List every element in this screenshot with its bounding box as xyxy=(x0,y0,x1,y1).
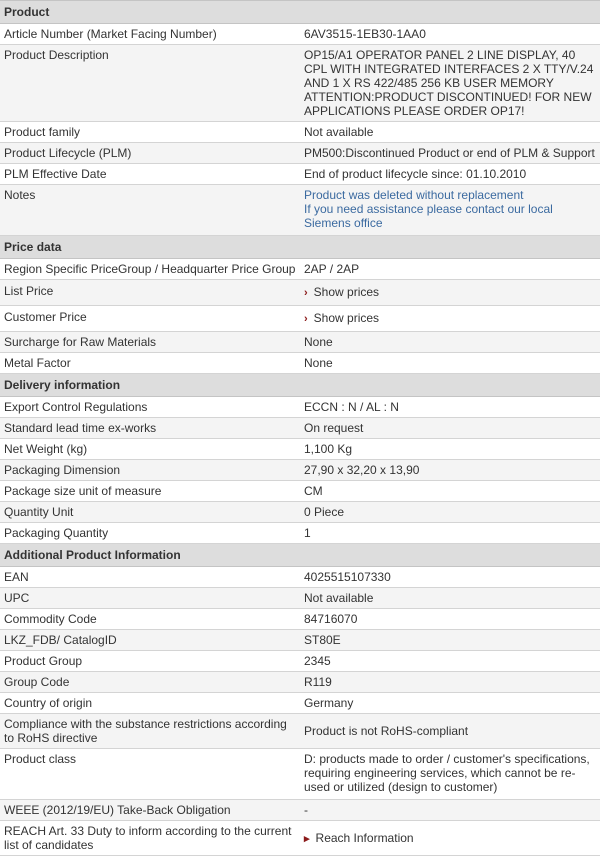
row-value: 2AP / 2AP xyxy=(300,259,600,280)
table-row xyxy=(0,24,600,45)
table-row xyxy=(0,800,600,821)
show-prices-label: Show prices xyxy=(313,311,380,325)
row-label: UPC xyxy=(0,588,300,609)
row-value: R119 xyxy=(300,672,600,693)
show-prices-label: Show prices xyxy=(313,285,380,299)
row-value: 27,90 x 32,20 x 13,90 xyxy=(300,460,600,481)
row-label: Packaging Quantity xyxy=(0,523,300,544)
table-row xyxy=(0,280,600,306)
row-value: OP15/A1 OPERATOR PANEL 2 LINE DISPLAY, 40 CPL WITH INTEGRATED INTERFACES 2 X TTY/V.24 AND 1 X RS 422/485 256 KB USER MEMORY ATTENTION:PRODUCT DISCONTINUED! FOR NEW APPLICATIONS PLEASE ORDER OP17! xyxy=(300,45,600,122)
row-value: On request xyxy=(300,418,600,439)
table-row xyxy=(0,481,600,502)
row-label: Packaging Dimension xyxy=(0,460,300,481)
row-label: List Price xyxy=(0,280,300,306)
table-row-notes xyxy=(0,185,600,236)
row-label: WEEE (2012/19/EU) Take-Back Obligation xyxy=(0,800,300,821)
row-label: Commodity Code xyxy=(0,609,300,630)
table-row xyxy=(0,259,600,280)
table-row xyxy=(0,609,600,630)
row-value: ST80E xyxy=(300,630,600,651)
row-label: Compliance with the substance restrictions according to RoHS directive xyxy=(0,714,300,749)
row-label: Net Weight (kg) xyxy=(0,439,300,460)
section-header-product: Product xyxy=(0,1,600,24)
row-label: Standard lead time ex-works xyxy=(0,418,300,439)
row-value: Product is not RoHS-compliant xyxy=(300,714,600,749)
row-value: 84716070 xyxy=(300,609,600,630)
notes-deleted-link[interactable]: Product was deleted without replacement xyxy=(304,188,524,202)
row-label: EAN xyxy=(0,567,300,588)
show-customer-price-link[interactable] xyxy=(304,311,379,325)
table-row xyxy=(0,567,600,588)
row-value: 4025515107330 xyxy=(300,567,600,588)
row-value: D: products made to order / customer's specifications, requiring engineering services, which cannot be re-used or utilized (design to customer) xyxy=(300,749,600,800)
table-row xyxy=(0,164,600,185)
table-row xyxy=(0,306,600,332)
reach-information-label: Reach Information xyxy=(315,830,414,845)
row-value: ECCN : N / AL : N xyxy=(300,397,600,418)
section-header-additional: Additional Product Information xyxy=(0,544,600,567)
section-product xyxy=(0,1,600,24)
row-label: Notes xyxy=(0,185,300,236)
customer-price-cell xyxy=(300,306,600,332)
table-row xyxy=(0,502,600,523)
table-row xyxy=(0,353,600,374)
row-value: 6AV3515-1EB30-1AA0 xyxy=(300,24,600,45)
table-row xyxy=(0,821,600,856)
row-label: Customer Price xyxy=(0,306,300,332)
row-label: LKZ_FDB/ CatalogID xyxy=(0,630,300,651)
row-value: 2345 xyxy=(300,651,600,672)
row-value: CM xyxy=(300,481,600,502)
row-label: Group Code xyxy=(0,672,300,693)
table-row xyxy=(0,749,600,800)
row-label: Product class xyxy=(0,749,300,800)
row-value: Not available xyxy=(300,122,600,143)
row-value: None xyxy=(300,353,600,374)
notes-contact-link[interactable]: If you need assistance please contact our local Siemens office xyxy=(304,202,553,230)
row-label: Metal Factor xyxy=(0,353,300,374)
row-value: 0 Piece xyxy=(300,502,600,523)
row-label: Product Lifecycle (PLM) xyxy=(0,143,300,164)
table-row xyxy=(0,397,600,418)
chevron-right-icon: › xyxy=(304,313,308,325)
row-label: PLM Effective Date xyxy=(0,164,300,185)
table-row xyxy=(0,143,600,164)
row-value-notes xyxy=(300,185,600,236)
row-label: Export Control Regulations xyxy=(0,397,300,418)
list-price-cell xyxy=(300,280,600,306)
table-row xyxy=(0,714,600,749)
row-value: End of product lifecycle since: 01.10.2010 xyxy=(300,164,600,185)
row-label: Country of origin xyxy=(0,693,300,714)
row-label: Package size unit of measure xyxy=(0,481,300,502)
table-row xyxy=(0,418,600,439)
show-list-price-link[interactable] xyxy=(304,285,379,299)
section-price xyxy=(0,236,600,259)
section-header-price: Price data xyxy=(0,236,600,259)
row-value: 1 xyxy=(300,523,600,544)
section-header-delivery: Delivery information xyxy=(0,374,600,397)
table-row xyxy=(0,45,600,122)
table-row xyxy=(0,588,600,609)
row-label: REACH Art. 33 Duty to inform according to the current list of candidates xyxy=(0,821,300,856)
table-row xyxy=(0,332,600,353)
row-value: - xyxy=(300,800,600,821)
row-label: Quantity Unit xyxy=(0,502,300,523)
row-label: Product family xyxy=(0,122,300,143)
chevron-right-icon: ▸ xyxy=(304,832,310,845)
chevron-right-icon: › xyxy=(304,287,308,299)
table-row xyxy=(0,630,600,651)
section-delivery xyxy=(0,374,600,397)
row-value: PM500:Discontinued Product or end of PLM & Support xyxy=(300,143,600,164)
row-value: Germany xyxy=(300,693,600,714)
row-value: Not available xyxy=(300,588,600,609)
row-label: Product Description xyxy=(0,45,300,122)
table-row xyxy=(0,693,600,714)
table-row xyxy=(0,460,600,481)
section-additional xyxy=(0,544,600,567)
table-row xyxy=(0,122,600,143)
row-label: Product Group xyxy=(0,651,300,672)
table-row xyxy=(0,651,600,672)
row-value: None xyxy=(300,332,600,353)
table-row xyxy=(0,523,600,544)
row-label: Region Specific PriceGroup / Headquarter Price Group xyxy=(0,259,300,280)
row-value: 1,100 Kg xyxy=(300,439,600,460)
row-label: Article Number (Market Facing Number) xyxy=(0,24,300,45)
row-label: Surcharge for Raw Materials xyxy=(0,332,300,353)
table-row xyxy=(0,672,600,693)
reach-cell xyxy=(300,821,600,856)
table-row xyxy=(0,439,600,460)
